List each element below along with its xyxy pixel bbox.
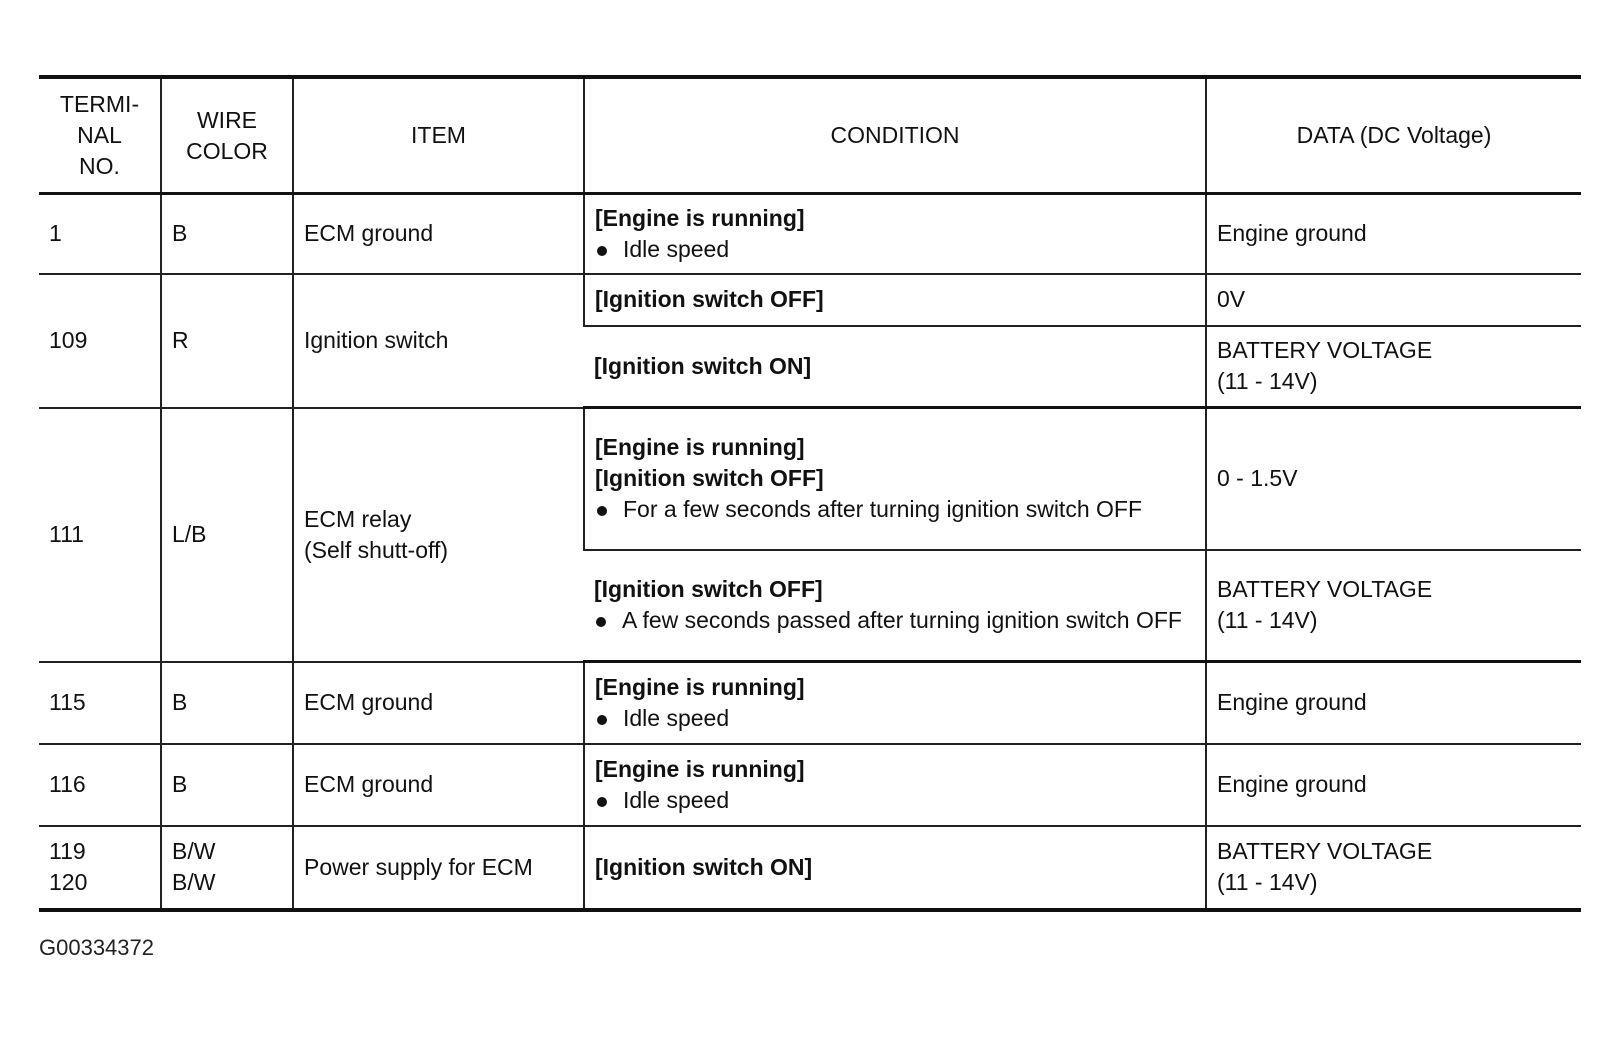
condition-bullet-text: Idle speed <box>623 786 730 813</box>
terminal-no-cell <box>39 744 161 826</box>
condition-cell <box>584 194 1206 274</box>
condition-bullet-item <box>595 234 1195 265</box>
wire-color-value <box>172 325 282 356</box>
wire-color-cell <box>161 274 293 408</box>
item-name: Power supply for ECM <box>304 853 533 880</box>
table-row <box>39 194 1581 274</box>
condition-title: [Ignition switch OFF] <box>594 576 823 603</box>
data-voltage-value: 0 - 1.5V <box>1217 465 1298 492</box>
data-voltage-value: BATTERY VOLTAGE <box>1217 576 1433 603</box>
condition-title: [Engine is running] <box>595 673 805 700</box>
data-voltage-value: Engine ground <box>1217 220 1367 247</box>
condition-title: [Ignition switch OFF] <box>595 286 824 312</box>
terminal-no-cell <box>39 194 161 274</box>
condition-title: [Engine is running] <box>595 434 805 461</box>
condition-cell <box>584 662 1206 744</box>
condition-bullet-text: Idle speed <box>623 235 730 262</box>
text-line: 111 <box>49 521 84 547</box>
text-line: B <box>172 220 188 247</box>
item-cell <box>293 274 584 408</box>
text-line: 119 <box>49 838 86 864</box>
table-row <box>39 662 1581 744</box>
data-voltage-cell <box>1206 662 1581 744</box>
table-row <box>39 826 1581 910</box>
condition-title: [Ignition switch ON] <box>595 853 813 880</box>
text-line: B <box>172 689 188 715</box>
data-voltage-cell <box>1206 550 1581 662</box>
item-cell <box>293 826 584 910</box>
text-line: B/W <box>172 838 216 864</box>
condition-title: [Ignition switch OFF] <box>595 465 824 492</box>
text-line: TERMI- <box>59 91 140 117</box>
item-cell <box>293 408 584 662</box>
item-name: Ignition switch <box>304 327 449 353</box>
table-row <box>39 274 1581 326</box>
condition-cell <box>584 274 1206 326</box>
condition-title: [Ignition switch ON] <box>594 352 812 379</box>
item-cell <box>293 194 584 274</box>
condition-title: [Engine is running] <box>595 204 805 231</box>
terminal-no-cell <box>39 274 161 408</box>
item-name: ECM ground <box>304 220 434 247</box>
condition-bullet-item <box>595 703 1195 734</box>
text-line: COLOR <box>186 137 268 164</box>
header-terminal-label <box>45 89 154 182</box>
data-voltage-value: BATTERY VOLTAGE <box>1217 337 1433 364</box>
condition-cell <box>584 550 1206 662</box>
header-condition-label: CONDITION <box>830 122 960 148</box>
wire-color-value <box>172 769 282 800</box>
bullet-dot-icon <box>596 617 606 627</box>
header-wire-color <box>161 77 293 194</box>
wire-color-cell <box>161 408 293 662</box>
data-voltage-range: (11 - 14V) <box>1217 869 1318 895</box>
condition-bullet-text: A few seconds passed after turning ignition switch OFF <box>622 607 1182 634</box>
terminal-no-value <box>49 325 150 356</box>
condition-bullet-item <box>595 785 1195 816</box>
table-header-row <box>39 77 1581 194</box>
text-line: B <box>172 771 188 797</box>
terminal-no-cell <box>39 662 161 744</box>
header-item-label: ITEM <box>411 122 466 148</box>
condition-bullet-text: Idle speed <box>623 704 730 731</box>
header-condition <box>584 77 1206 194</box>
header-wire-color-label <box>168 105 286 167</box>
terminal-no-value <box>49 218 150 249</box>
header-data <box>1206 77 1581 194</box>
condition-bullet-text: For a few seconds after turning ignition switch OFF <box>623 496 1142 523</box>
bullet-dot-icon <box>597 797 607 807</box>
data-voltage-range: (11 - 14V) <box>1217 607 1318 634</box>
header-terminal-no <box>39 77 161 194</box>
bullet-dot-icon <box>597 246 607 256</box>
text-line: NAL <box>77 122 122 148</box>
wire-color-value <box>172 519 282 550</box>
terminal-no-value <box>49 769 150 800</box>
table-body <box>39 194 1581 910</box>
wire-color-value <box>172 836 282 898</box>
data-voltage-value: Engine ground <box>1217 771 1367 797</box>
text-line: 120 <box>49 869 88 895</box>
item-name: ECM relay <box>304 505 412 532</box>
wire-color-value <box>172 687 282 718</box>
item-cell <box>293 662 584 744</box>
wire-color-cell <box>161 194 293 274</box>
condition-cell <box>584 744 1206 826</box>
data-voltage-range: (11 - 14V) <box>1217 368 1318 395</box>
figure-id-caption: G00334372 <box>39 935 154 960</box>
table-row <box>39 408 1581 550</box>
text-line: B/W <box>172 869 216 895</box>
text-line: R <box>172 327 189 353</box>
text-line: 115 <box>49 689 86 715</box>
terminal-no-value <box>49 687 150 718</box>
header-data-label: DATA (DC Voltage) <box>1296 122 1492 148</box>
text-line: 1 <box>49 220 62 247</box>
data-voltage-value: 0V <box>1217 286 1246 312</box>
text-line: 116 <box>49 771 86 797</box>
item-name: ECM ground <box>304 771 434 797</box>
header-item <box>293 77 584 194</box>
condition-cell <box>584 408 1206 550</box>
terminal-no-value <box>49 519 150 550</box>
data-voltage-cell <box>1206 408 1581 550</box>
item-name: ECM ground <box>304 689 434 715</box>
item-cell <box>293 744 584 826</box>
data-voltage-cell <box>1206 194 1581 274</box>
data-voltage-cell <box>1206 326 1581 408</box>
terminal-no-cell <box>39 826 161 910</box>
text-line: 109 <box>49 327 88 353</box>
wire-color-value <box>172 218 282 249</box>
condition-cell <box>584 326 1206 408</box>
text-line: NO. <box>79 153 120 179</box>
data-voltage-cell <box>1206 274 1581 326</box>
terminal-no-value <box>49 836 150 898</box>
wire-color-cell <box>161 826 293 910</box>
data-voltage-value: BATTERY VOLTAGE <box>1217 838 1433 864</box>
wire-color-cell <box>161 744 293 826</box>
ecm-terminal-table <box>39 75 1581 912</box>
terminal-no-cell <box>39 408 161 662</box>
condition-title: [Engine is running] <box>595 755 805 782</box>
data-voltage-value: Engine ground <box>1217 689 1367 716</box>
text-line: L/B <box>172 521 207 547</box>
table-row <box>39 744 1581 826</box>
bullet-dot-icon <box>597 715 607 725</box>
wire-color-cell <box>161 662 293 744</box>
bullet-dot-icon <box>597 506 607 516</box>
item-note: (Self shutt-off) <box>304 536 449 563</box>
condition-bullet-item <box>594 605 1195 636</box>
text-line: WIRE <box>196 106 258 133</box>
data-voltage-cell <box>1206 826 1581 910</box>
condition-cell <box>584 826 1206 910</box>
data-voltage-cell <box>1206 744 1581 826</box>
condition-bullet-item <box>595 494 1195 525</box>
